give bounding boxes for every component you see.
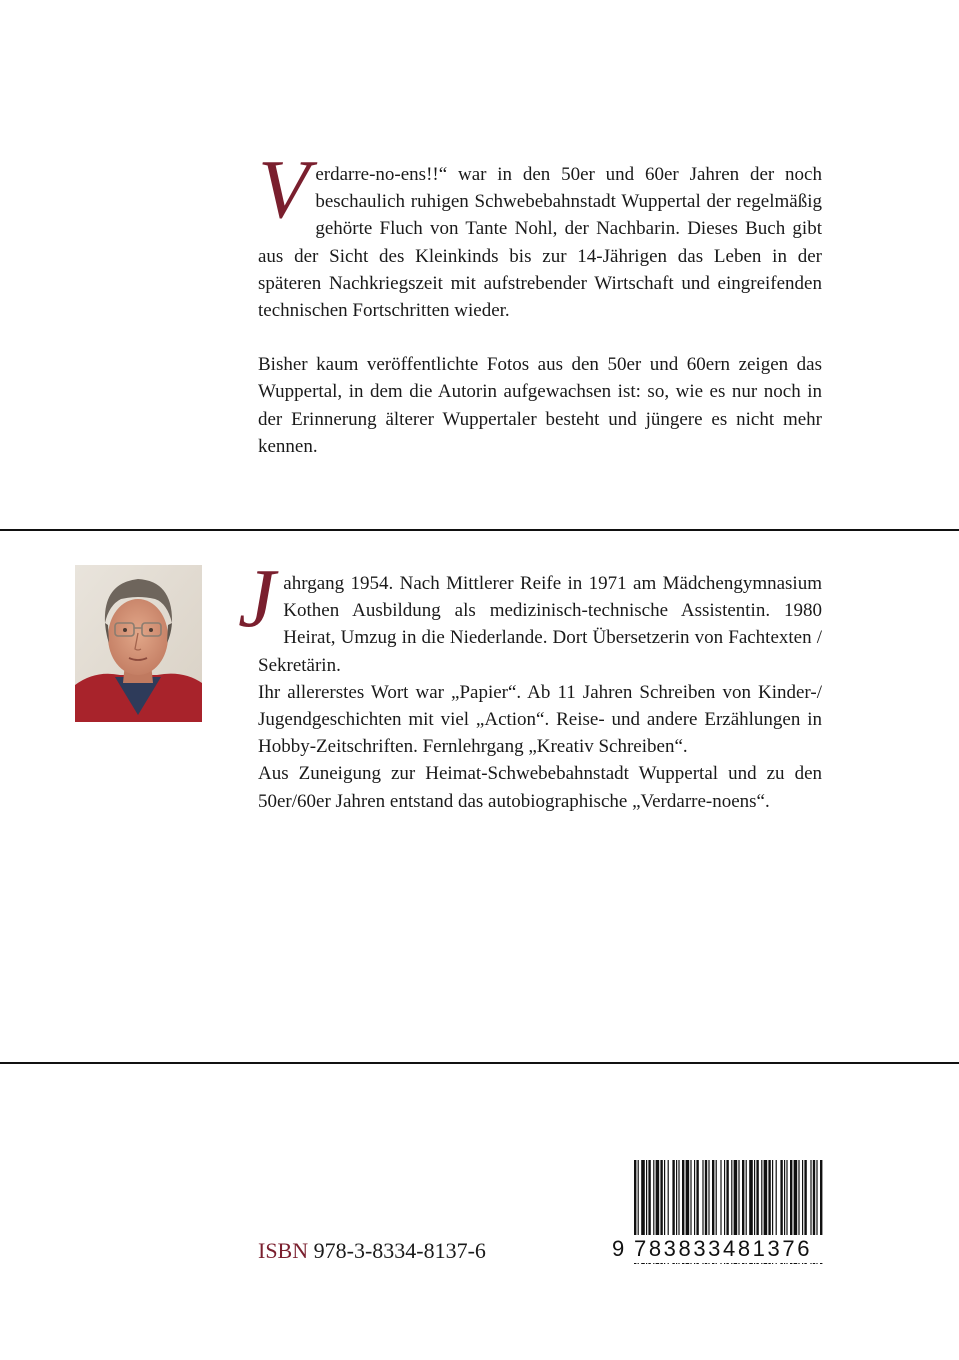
author-drop-cap: J — [238, 552, 276, 645]
divider-top — [0, 529, 959, 531]
book-blurb — [258, 143, 822, 460]
blurb-paragraph-1 — [258, 143, 822, 324]
author-bio — [238, 552, 822, 815]
barcode-lead-digit: 9 — [612, 1236, 627, 1261]
author-paragraph-3: Aus Zuneigung zur Heimat-Schwebebahnstadt Wuppertal und zu den 50er/60er Jahren entstand das autobiographische „Verdarre-noens“. — [258, 763, 822, 812]
isbn-number: 978-3-8334-8137-6 — [313, 1238, 486, 1263]
author-paragraph-2: Ihr allererstes Wort war „Papier“. Ab 11 Jahren Schreiben von Kinder-/ Jugendgeschichten mit viel „Action“. Reise- und andere Erzählungen in Hobby-Zeitschriften. Fernlehrgang „Kreativ Schreiben“. — [258, 681, 822, 758]
barcode-digit-string: 783833481376 — [634, 1236, 813, 1261]
barcode-digits — [612, 1235, 824, 1263]
divider-bottom — [0, 1062, 959, 1064]
author-paragraph-1-text: ahrgang 1954. Nach Mittlerer Reife in 1971 am Mädchengymnasium Kothen Ausbildung als medizinisch-technische Assistentin. 1980 Heirat, Umzug in die Niederlande. Dort Übersetzerin von Fachtexten / Sekretärin. — [258, 573, 822, 676]
blurb-paragraph-1-text: erdarre-no-ens!!“ war in den 50er und 60er Jahren der noch beschaulich ruhigen Schwebebahnstadt Wuppertal der regelmäßig gehörte Fluch von Tante Nohl, der Nachbarin. Dieses Buch gibt aus der Sicht des Kleinkinds bis zur 14-Jährigen das Leben in der späteren Nachkriegszeit mit aufstrebender Wirtschaft und eingreifenden technischen Fortschritten wieder. — [258, 164, 822, 322]
isbn-label: ISBN — [258, 1238, 309, 1263]
blurb-drop-cap: V — [258, 143, 310, 236]
author-paragraph-1 — [238, 552, 822, 679]
author-photo — [75, 565, 202, 722]
isbn-line — [258, 1238, 486, 1264]
blurb-paragraph-2: Bisher kaum veröffentlichte Fotos aus den 50er und 60ern zeigen das Wuppertal, in dem die Autorin aufgewachsen ist: so, wie es nur noch in der Erinnerung älterer Wuppertaler besteht und jüngere es nicht mehr kennen. — [258, 354, 822, 457]
